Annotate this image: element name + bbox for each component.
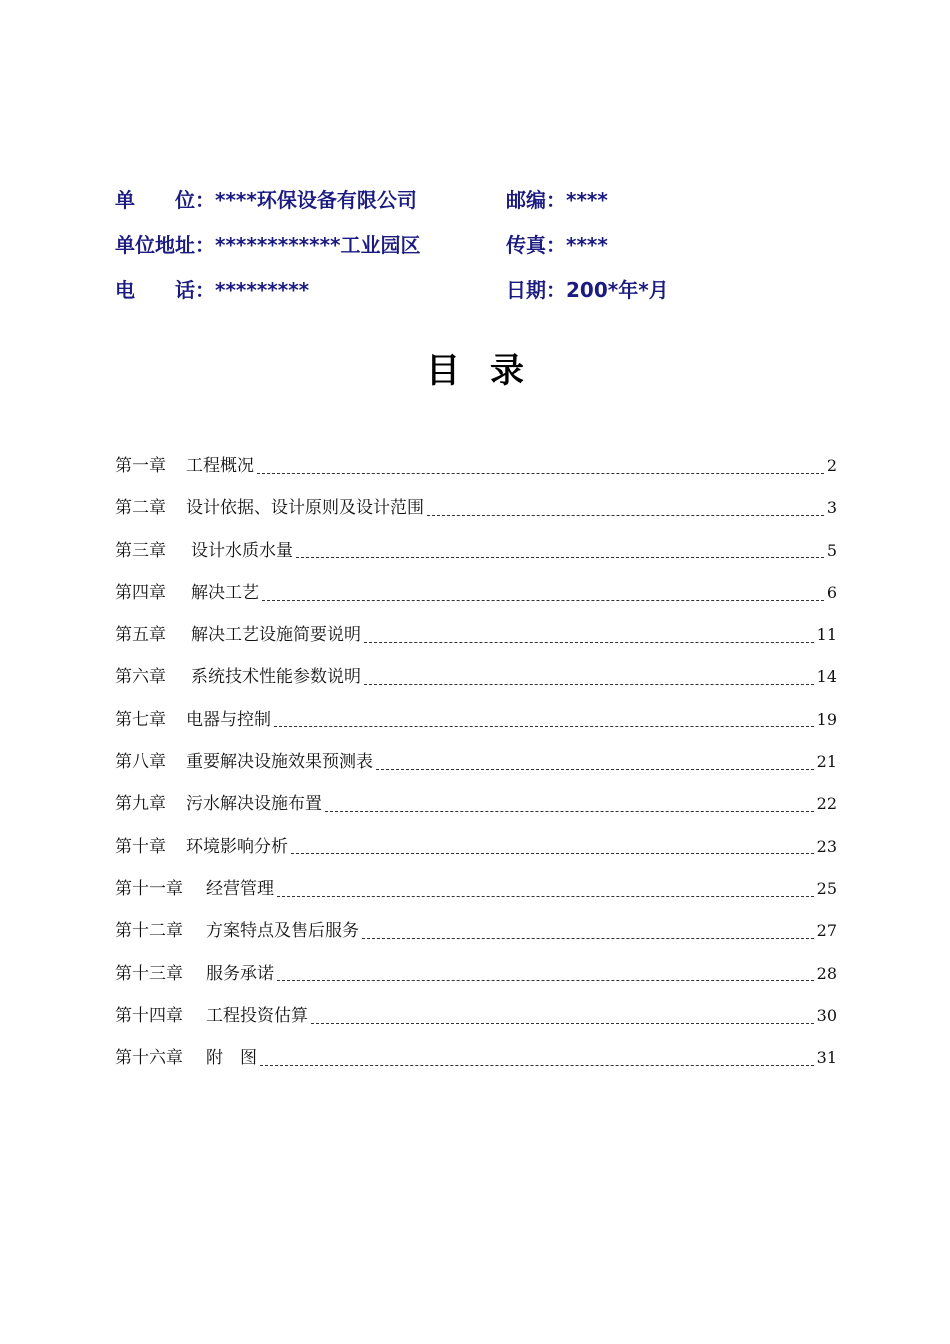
toc-chapter-title: 系统技术性能参数说明 xyxy=(191,667,361,688)
toc-entry[interactable] xyxy=(115,663,837,705)
toc-entry[interactable] xyxy=(115,621,837,663)
toc-chapter-number: 第八章 xyxy=(115,752,166,773)
toc-page-number: 28 xyxy=(816,963,837,983)
info-row-unit xyxy=(115,185,855,230)
toc-chapter-title: 污水解决设施布置 xyxy=(186,794,322,815)
toc-chapter-number: 第四章 xyxy=(115,582,166,603)
toc-dot-leader xyxy=(364,684,814,685)
toc-chapter-title: 方案特点及售后服务 xyxy=(206,921,359,942)
toc-title: 目录 xyxy=(426,351,554,391)
toc-chapter-title: 经营管理 xyxy=(206,878,274,899)
toc-chapter-number: 第十四章 xyxy=(115,1005,183,1026)
toc-dot-leader xyxy=(277,896,814,897)
toc-chapter-title: 工程概况 xyxy=(186,456,254,476)
toc-chapter-number: 第五章 xyxy=(115,625,166,646)
toc-entry[interactable] xyxy=(115,579,837,621)
toc-chapter-number: 第十章 xyxy=(115,836,166,857)
toc-dot-leader xyxy=(296,557,824,558)
toc-dot-leader xyxy=(274,726,814,727)
toc-chapter-title: 环境影响分析 xyxy=(186,836,288,857)
address-text: 单位地址：************工业园区 xyxy=(115,233,421,257)
toc-entry[interactable] xyxy=(115,1044,837,1086)
company-name-text: 单 位：****环保设备有限公司 xyxy=(115,188,417,212)
toc-dot-leader xyxy=(311,1023,814,1024)
toc-entry[interactable] xyxy=(115,452,837,494)
toc-page-number: 27 xyxy=(816,921,837,941)
toc-chapter-title: 设计水质水量 xyxy=(191,540,293,561)
toc-chapter-title: 工程投资估算 xyxy=(206,1005,308,1026)
toc-chapter-title: 设计依据、设计原则及设计范围 xyxy=(186,498,424,519)
toc-list xyxy=(115,452,837,1086)
toc-chapter-title: 服务承诺 xyxy=(206,963,274,984)
toc-dot-leader xyxy=(260,1065,814,1066)
toc-chapter-number: 第七章 xyxy=(115,709,166,730)
toc-entry[interactable] xyxy=(115,960,837,1002)
toc-dot-leader xyxy=(257,473,824,474)
company-info-block xyxy=(115,185,855,320)
phone-text: 电 话：********* xyxy=(115,278,310,302)
toc-dot-leader xyxy=(427,515,824,516)
toc-chapter-title: 重要解决设施效果预测表 xyxy=(186,752,373,773)
toc-chapter-number: 第九章 xyxy=(115,794,166,815)
toc-dot-leader xyxy=(362,938,814,939)
toc-entry[interactable] xyxy=(115,875,837,917)
toc-dot-leader xyxy=(262,600,824,601)
toc-page-number: 30 xyxy=(816,1005,837,1025)
toc-chapter-number: 第三章 xyxy=(115,540,166,561)
postcode-text: 邮编：**** xyxy=(506,188,608,212)
toc-page-number: 11 xyxy=(816,625,837,645)
toc-page-number: 5 xyxy=(826,540,837,560)
toc-entry[interactable] xyxy=(115,1002,837,1044)
toc-chapter-title: 电器与控制 xyxy=(186,709,271,730)
toc-page-number: 3 xyxy=(826,498,837,518)
info-row-phone xyxy=(115,275,855,320)
toc-chapter-title: 解决工艺 xyxy=(191,582,259,603)
toc-page-number: 23 xyxy=(816,836,837,856)
toc-chapter-number: 第六章 xyxy=(115,667,166,688)
toc-dot-leader xyxy=(364,642,814,643)
toc-entry[interactable] xyxy=(115,494,837,536)
toc-dot-leader xyxy=(277,980,814,981)
toc-dot-leader xyxy=(376,769,814,770)
toc-chapter-number: 第二章 xyxy=(115,498,166,519)
toc-entry[interactable] xyxy=(115,833,837,875)
toc-page-number: 31 xyxy=(816,1048,837,1068)
toc-chapter-title: 附 图 xyxy=(206,1048,257,1069)
toc-entry[interactable] xyxy=(115,748,837,790)
fax-text: 传真：**** xyxy=(506,233,608,257)
date-text: 日期：200*年*月 xyxy=(506,278,669,302)
toc-page-number: 22 xyxy=(816,794,837,814)
toc-chapter-title: 解决工艺设施简要说明 xyxy=(191,625,361,646)
toc-page-number: 6 xyxy=(826,582,837,602)
toc-page-number: 19 xyxy=(816,709,837,729)
info-row-address xyxy=(115,230,855,275)
toc-chapter-number: 第十六章 xyxy=(115,1048,183,1069)
toc-chapter-number: 第十一章 xyxy=(115,878,183,899)
toc-chapter-number: 第十三章 xyxy=(115,963,183,984)
toc-chapter-number: 第十二章 xyxy=(115,921,183,942)
toc-page-number: 21 xyxy=(816,752,837,772)
toc-entry[interactable] xyxy=(115,537,837,579)
toc-entry[interactable] xyxy=(115,790,837,832)
toc-page-number: 25 xyxy=(816,878,837,898)
toc-dot-leader xyxy=(291,853,814,854)
toc-entry[interactable] xyxy=(115,917,837,959)
toc-page-number: 14 xyxy=(816,667,837,687)
toc-dot-leader xyxy=(325,811,814,812)
toc-chapter-number: 第一章 xyxy=(115,456,166,476)
toc-entry[interactable] xyxy=(115,706,837,748)
toc-page-number: 2 xyxy=(826,456,837,475)
